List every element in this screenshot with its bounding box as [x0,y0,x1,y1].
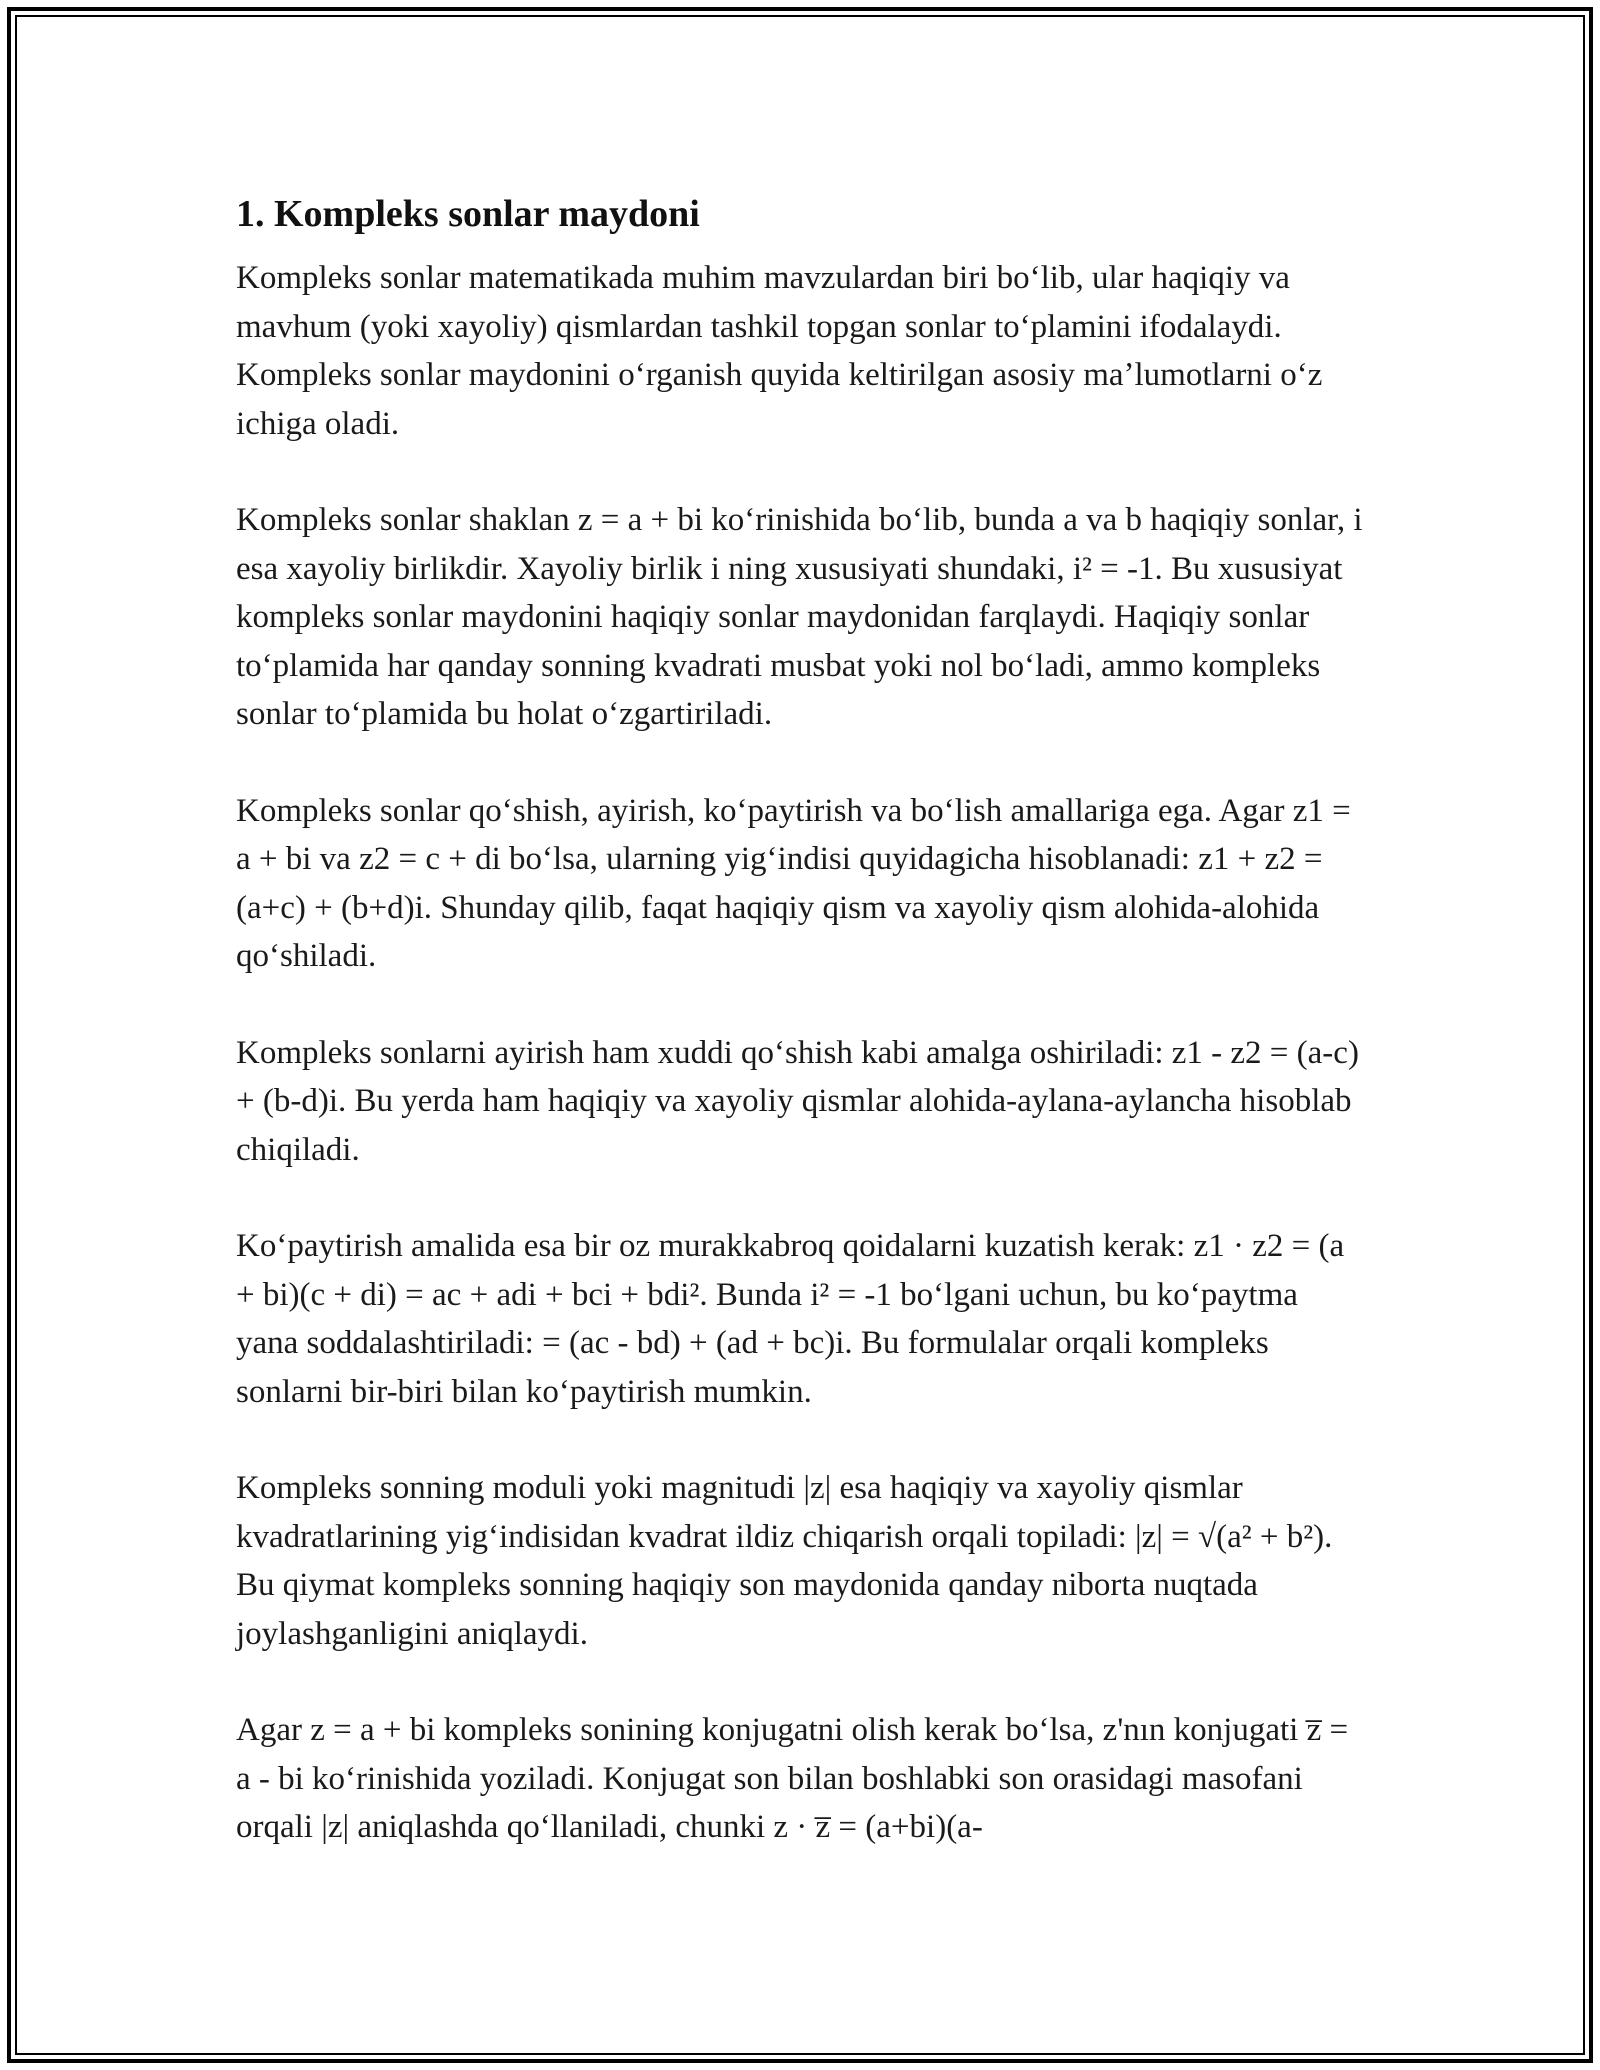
page-title: 1. Kompleks sonlar maydoni [236,193,700,235]
paragraph-multiplication: Koʻpaytirish amalida esa bir oz murakkabroq qoidalarni kuzatish kerak: z1 · z2 = (a + bi)(c + di) = ac + adi + bci + bdi². Bunda i² = -1 boʻlgani uchun, bu koʻpaytma yana soddalashtiriladi: = (ac - bd) + (ad + bc)i. Bu formulalar orqali kompleks sonlarni bir-biri bilan koʻpaytirish mumkin. [236,1228,1345,1410]
document-body [236,186,1366,1900]
paragraph-conjugate: Agar z = a + bi kompleks sonining konjugatni olish kerak boʻlsa, z'nın konjugati z̅ = a - bi koʻrinishida yoziladi. Konjugat son bilan boshlabki son orasidagi masofani orqali |z| aniqlashda qoʻllaniladi, chunki z · z̅ = (a+bi)(a- [236,1712,1349,1845]
paragraph-intro: Kompleks sonlar matematikada muhim mavzulardan biri boʻlib, ular haqiqiy va mavhum (yoki xayoliy) qismlardan tashkil topgan sonlar toʻplamini ifodalaydi. Kompleks sonlar maydonini oʻrganish quyida keltirilgan asosiy maʼlumotlarni oʻz ichiga oladi. [236,260,1323,442]
paragraph-definition: Kompleks sonlar shaklan z = a + bi koʻrinishida boʻlib, bunda a va b haqiqiy sonlar, i esa xayoliy birlikdir. Xayoliy birlik i ning xususiyati shundaki, i² = -1. Bu xususiyat kompleks sonlar maydonini haqiqiy sonlar maydonidan farqlaydi. Haqiqiy sonlar toʻplamida har qanday sonning kvadrati musbat yoki nol boʻladi, ammo kompleks sonlar toʻplamida bu holat oʻzgartiriladi. [236,502,1363,732]
paragraph-addition: Kompleks sonlar qoʻshish, ayirish, koʻpaytirish va boʻlish amallariga ega. Agar z1 = a + bi va z2 = c + di boʻlsa, ularning yigʻindisi quyidagicha hisoblanadi: z1 + z2 = (a+c) + (b+d)i. Shunday qilib, faqat haqiqiy qism va xayoliy qism alohida-alohida qoʻshiladi. [236,792,1351,974]
paragraph-modulus: Kompleks sonning moduli yoki magnitudi |z| esa haqiqiy va xayoliy qismlar kvadratlarining yigʻindisidan kvadrat ildiz chiqarish orqali topiladi: |z| = √(a² + b²). Bu qiymat kompleks sonning haqiqiy son maydonida qanday niborta nuqtada joylashganligini aniqlaydi. [236,1470,1333,1652]
paragraph-subtraction: Kompleks sonlarni ayirish ham xuddi qoʻshish kabi amalga oshiriladi: z1 - z2 = (a-c) + (b-d)i. Bu yerda ham haqiqiy va xayoliy qismlar alohida-aylana-aylancha hisoblab chiqiladi. [236,1034,1359,1168]
